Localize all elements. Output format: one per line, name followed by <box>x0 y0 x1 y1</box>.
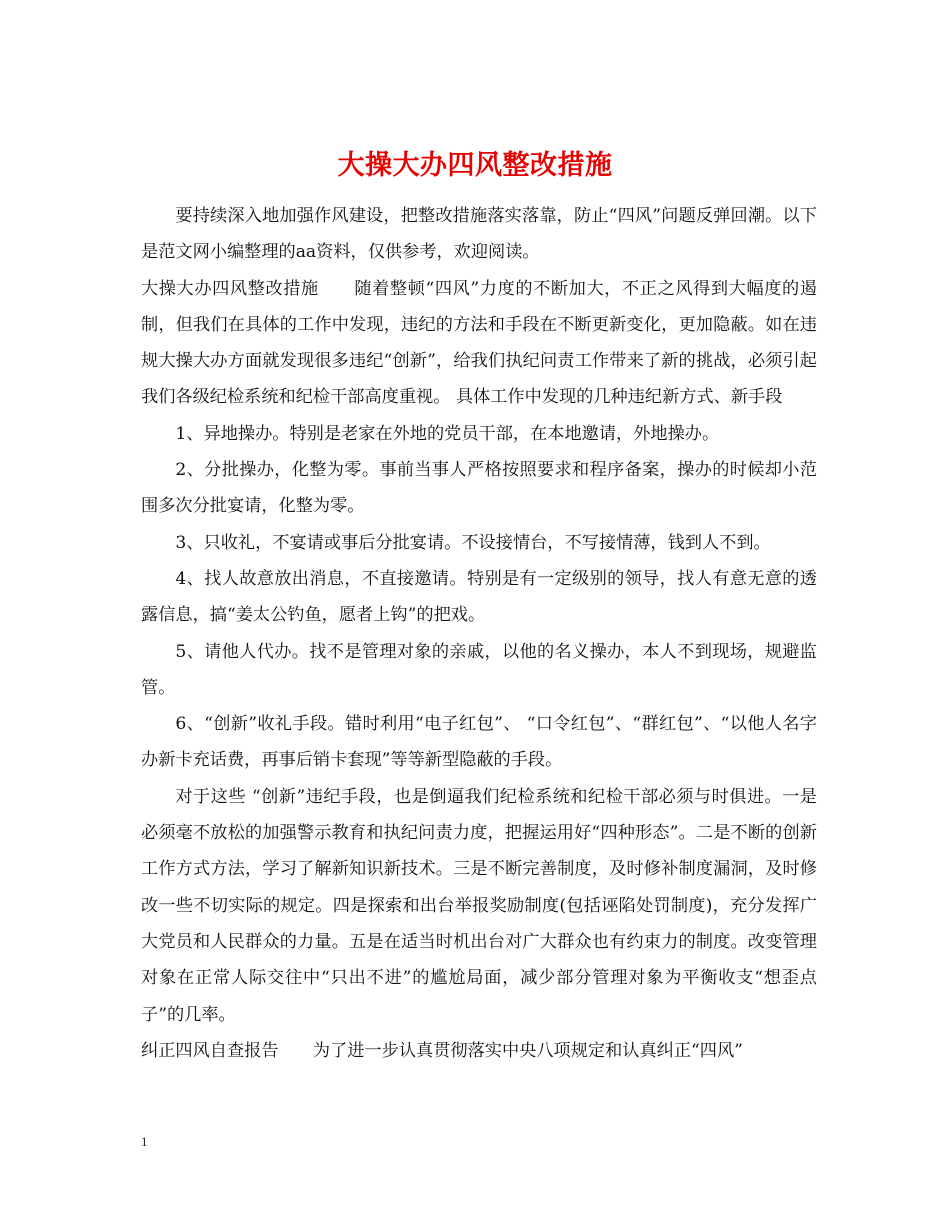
document-body <box>141 198 817 1069</box>
page-number: 1 <box>141 1134 148 1149</box>
list-item-1: 1、异地操办。特别是老家在外地的党员干部，在本地邀请，外地操办。 <box>175 423 720 444</box>
next-section-paragraph: 纠正四风自查报告 为了进一步认真贯彻落实中央八项规定和认真纠正“四风” <box>141 1040 743 1061</box>
list-item-3: 3、只收礼，不宴请或事后分批宴请。不设接情台，不写接情薄，钱到人不到。 <box>175 532 771 553</box>
list-item-2: 2、分批操办，化整为零。事前当事人严格按照要求和程序备案，操办的时候却小范围多次分批宴请，化整为零。 <box>141 460 817 517</box>
section-paragraph: 大操大办四风整改措施 随着整顿“四风”力度的不断加大，不正之风得到大幅度的遏制，但我们在具体的工作中发现，违纪的方法和手段在不断更新变化，更加隐蔽。如在违规大操大办方面就发现很多违纪“创新”，给我们执纪问责工作带来了新的挑战，必须引起我们各级纪检系统和纪检干部高度重视。 具体工作中发现的几种违纪新方式、新手段 <box>141 278 817 408</box>
intro-paragraph: 要持续深入地加强作风建设，把整改措施落实落靠，防止“四风”问题反弹回潮。以下是范文网小编整理的aa资料，仅供参考，欢迎阅读。 <box>141 206 817 263</box>
list-item-6: 6、“创新”收礼手段。错时利用“电子红包”、 “口令红包”、“群红包”、“以他人名字办新卡充话费，再事后销卡套现”等等新型隐蔽的手段。 <box>141 714 817 771</box>
list-item-5: 5、请他人代办。找不是管理对象的亲戚，以他的名义操办，本人不到现场，规避监管。 <box>141 641 817 698</box>
list-item-4: 4、找人故意放出消息，不直接邀请。特别是有一定级别的领导，找人有意无意的透露信息，搞“姜太公钓鱼，愿者上钩”的把戏。 <box>141 568 817 626</box>
document-title: 大操大办四风整改措施 <box>337 150 613 182</box>
conclusion-paragraph: 对于这些 “创新”违纪手段，也是倒逼我们纪检系统和纪检干部必须与时俱进。一是必须毫不放松的加强警示教育和执纪问责力度，把握运用好“四种形态”。二是不断的创新工作方式方法，学习了解新知识新技术。三是不断完善制度，及时修补制度漏洞，及时修改一些不切实际的规定。四是探索和出台举报奖励制度(包括诬陷处罚制度)，充分发挥广大党员和人民群众的力量。五是在适当时机出台对广大群众也有约束力的制度。改变管理对象在正常人际交往中“只出不进”的尴尬局面，减少部分管理对象为平衡收支“想歪点子”的几率。 <box>141 786 817 1025</box>
